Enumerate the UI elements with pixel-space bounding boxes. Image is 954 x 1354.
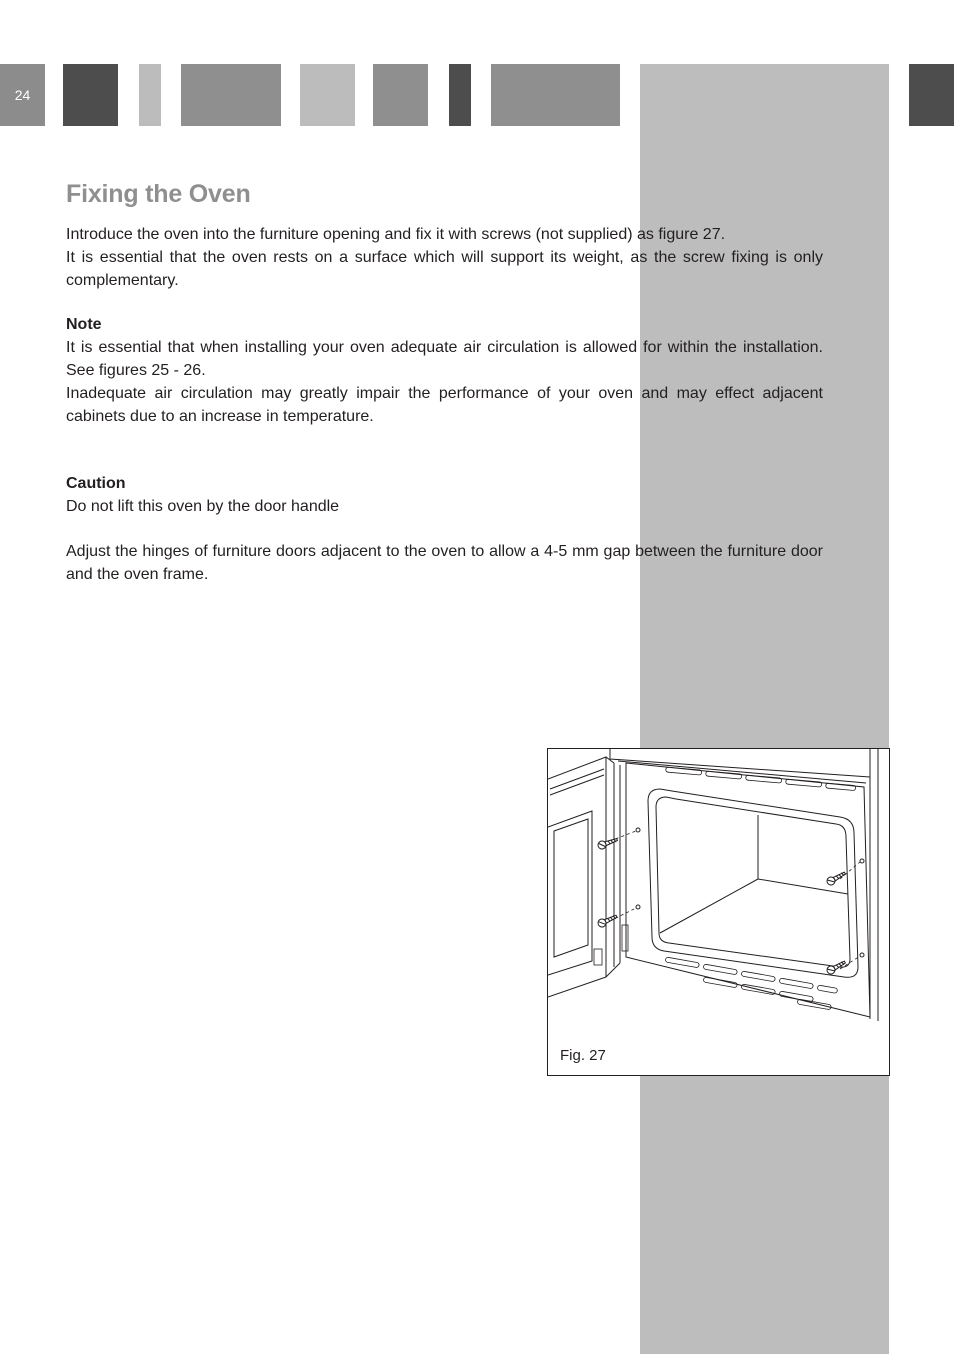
intro-paragraph: Introduce the oven into the furniture opening and fix it with screws (not supplied) as figure 27. bbox=[66, 226, 726, 243]
page-number: 24 bbox=[0, 64, 45, 126]
page-title: Fixing the Oven bbox=[66, 180, 251, 208]
header-color-block bbox=[300, 64, 355, 126]
header-color-block bbox=[491, 64, 620, 126]
note-paragraph: Inadequate air circulation may greatly impair the performance of your oven and may effect adjacent cabinets due to an increase in temperature. bbox=[66, 384, 823, 425]
adjust-paragraph: Adjust the hinges of furniture doors adjacent to the oven to allow a 4-5 mm gap between the furniture door and the oven frame. bbox=[66, 542, 823, 583]
note-paragraph: It is essential that when installing your oven adequate air circulation is allowed for within the installation. See figures 25 - 26. bbox=[66, 339, 823, 379]
header-color-block bbox=[139, 64, 161, 126]
intro-paragraph: It is essential that the oven rests on a surface which will support its weight, as the screw fixing is only complementary. bbox=[66, 248, 823, 289]
header-color-block bbox=[449, 64, 471, 126]
header-color-block bbox=[181, 64, 281, 126]
header-color-block bbox=[373, 64, 428, 126]
screw-icon bbox=[548, 749, 889, 1075]
main-content bbox=[66, 224, 823, 587]
header-color-block bbox=[63, 64, 118, 126]
figure-caption: Fig. 27 bbox=[560, 1047, 606, 1064]
header-color-block bbox=[909, 64, 954, 126]
figure-27 bbox=[547, 748, 890, 1076]
note-heading: Note bbox=[66, 316, 102, 334]
caution-paragraph: Do not lift this oven by the door handle bbox=[66, 498, 340, 516]
caution-heading: Caution bbox=[66, 475, 126, 493]
